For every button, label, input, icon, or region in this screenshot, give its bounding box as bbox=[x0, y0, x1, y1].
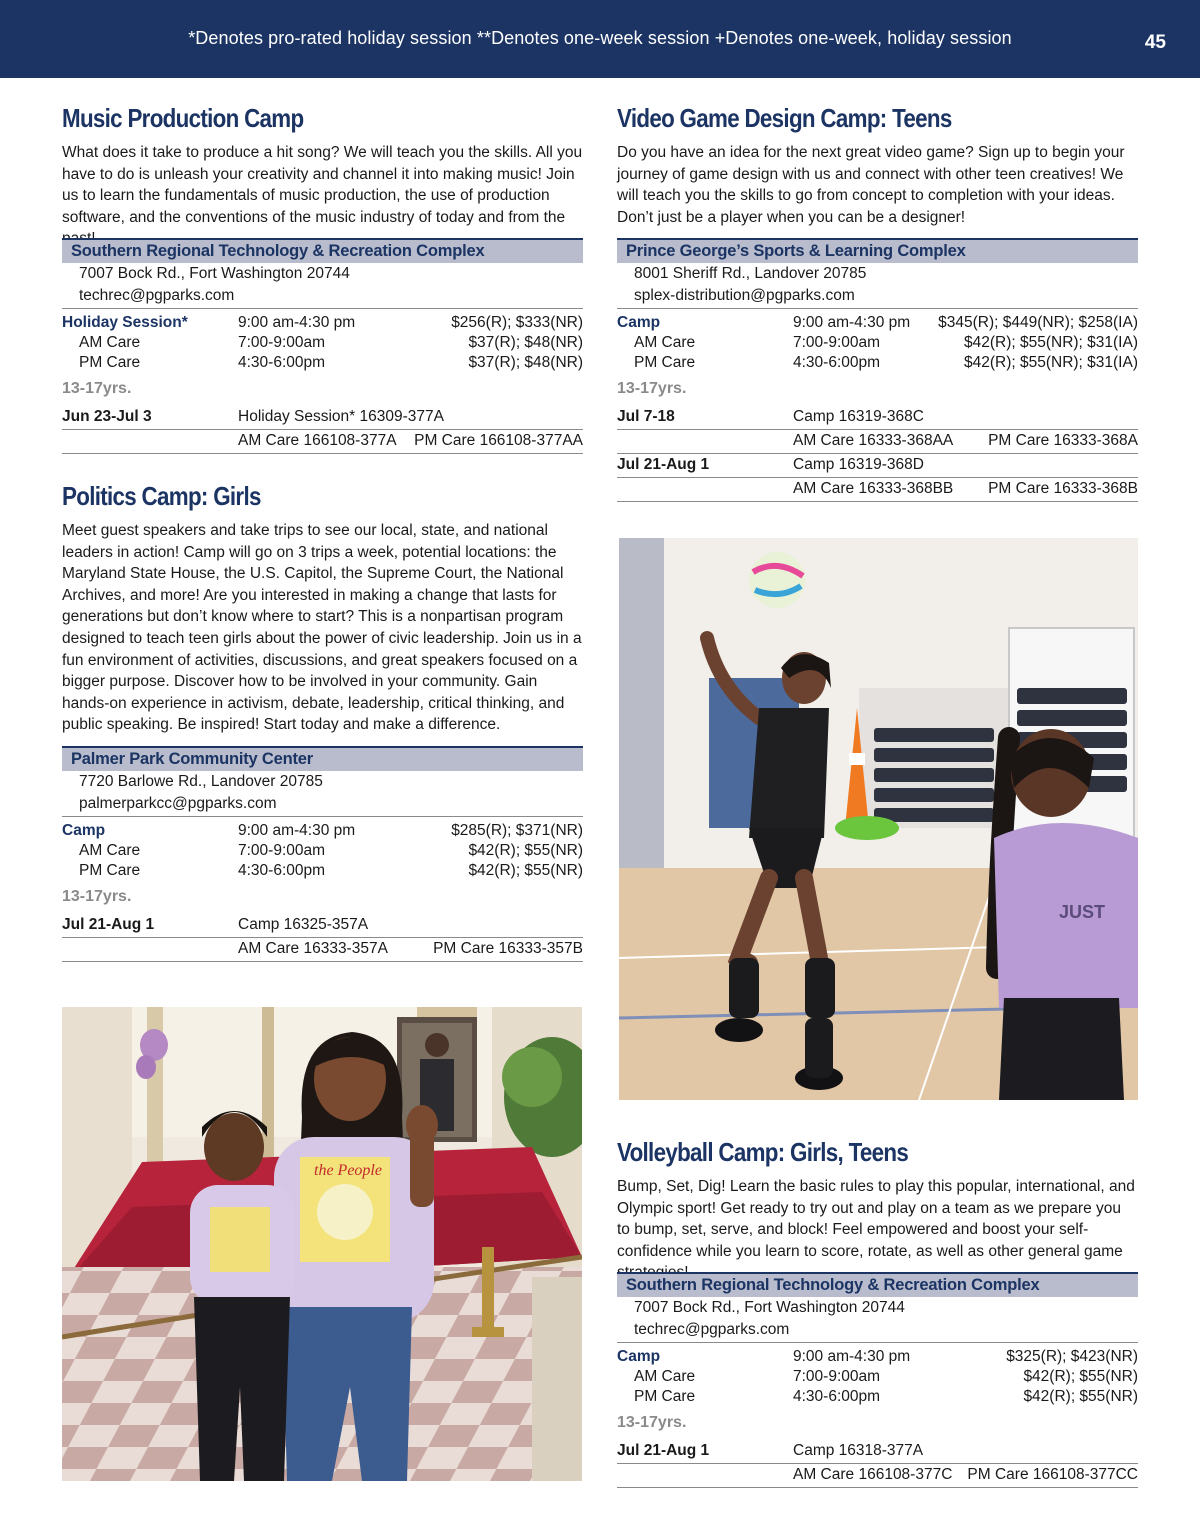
shirt-slogan-text: the People bbox=[314, 1162, 382, 1179]
course-code: AM Care 16333-357A bbox=[238, 940, 388, 957]
location-email[interactable]: techrec@pgparks.com bbox=[79, 286, 235, 304]
schedule-time: 4:30-6:00pm bbox=[793, 1388, 881, 1405]
location-address: 7007 Bock Rd., Fort Washington 20744 bbox=[634, 1299, 905, 1316]
left-column bbox=[62, 0, 583, 1535]
location-address: 7720 Barlowe Rd., Landover 20785 bbox=[79, 773, 323, 790]
schedule-fee: $42(R); $55(NR) bbox=[1023, 1368, 1138, 1385]
politics-schedule bbox=[62, 821, 583, 881]
music-production-description: What does it take to produce a hit song? We will teach you the skills. All you have to do is unleash your creativity and channel it into making music! Join us to learn the fundamentals of music production, the use of production software, and the conventions of the music industry of today and from the bbox=[62, 144, 583, 226]
location-divider bbox=[617, 1342, 1138, 1343]
location-address: 8001 Sheriff Rd., Landover 20785 bbox=[634, 265, 867, 282]
schedule-label: AM Care bbox=[79, 842, 141, 859]
volleyball-camp-title: Volleyball Camp: Girls, Teens bbox=[617, 1137, 909, 1167]
schedule-row bbox=[62, 353, 583, 373]
schedule-row bbox=[617, 1367, 1138, 1387]
volleyball-photo bbox=[619, 538, 1138, 1100]
course-code-row bbox=[617, 1463, 1138, 1488]
location-header-bar bbox=[617, 238, 1138, 263]
location-name: Palmer Park Community Center bbox=[71, 750, 313, 768]
video-schedule bbox=[617, 313, 1138, 373]
course-code: Camp 16318-377A bbox=[793, 1442, 924, 1459]
schedule-label: PM Care bbox=[634, 354, 696, 371]
schedule-label: Camp bbox=[617, 1348, 661, 1365]
volleyball-schedule bbox=[617, 1347, 1138, 1407]
session-dates: Jul 21-Aug 1 bbox=[62, 916, 155, 933]
schedule-row bbox=[62, 861, 583, 881]
page-number: 45 bbox=[1144, 32, 1166, 53]
schedule-label: AM Care bbox=[634, 1368, 696, 1385]
schedule-row bbox=[62, 821, 583, 841]
course-code: PM Care 16333-357B bbox=[433, 940, 583, 957]
schedule-fee: $285(R); $371(NR) bbox=[451, 822, 583, 839]
course-code-row bbox=[617, 1439, 1138, 1464]
session-legend: *Denotes pro-rated holiday session **Denotes one-week session +Denotes one-week, holiday session bbox=[188, 28, 1012, 48]
schedule-label: AM Care bbox=[79, 334, 141, 351]
age-range: 13-17yrs. bbox=[62, 380, 132, 397]
schedule-time: 7:00-9:00am bbox=[238, 334, 326, 351]
schedule-fee: $37(R); $48(NR) bbox=[468, 354, 583, 371]
schedule-time: 9:00 am-4:30 pm bbox=[238, 822, 356, 839]
course-code: AM Care 16333-368AA bbox=[793, 432, 954, 449]
schedule-row bbox=[62, 841, 583, 861]
location-email[interactable]: palmerparkcc@pgparks.com bbox=[79, 794, 277, 812]
course-code: Camp 16319-368D bbox=[793, 456, 924, 473]
politics-camp-description: Meet guest speakers and take trips to see our local, state, and national leaders in action! Camp will go on 3 trips a week, potential locations: the Maryland State House, the U.S. Capitol, the Supreme Court, the National Archives, and more! Are you interested in making a change that lasts for generations but don’t know where to start? This is a nonpartisan program designed to teach teen girls about the power of civic leadership. Join us in a fun environment of activities, discussions, and great speakers focused on a bigger purpose. Discover how to be involved in your community. Gain hands-on experience in activism, debate, leadership, critical thinking, and public speaking. Be inspired! Start today and make a difference. bbox=[62, 522, 582, 734]
volleyball-camp-description: Bump, Set, Dig! Learn the basic rules to play this popular, international, and Olympic sport! Get ready to try out and play on a team as we prepare you to bump, set, serve, and block! Feel empowered and boost your self-confidence while you learn to score, rotate, as well as other general game bbox=[617, 1178, 1135, 1260]
schedule-row bbox=[62, 333, 583, 353]
course-code: AM Care 166108-377C bbox=[793, 1466, 953, 1483]
location-divider bbox=[62, 308, 583, 309]
schedule-label: Camp bbox=[617, 314, 661, 331]
schedule-fee: $42(R); $55(NR) bbox=[468, 862, 583, 879]
schedule-fee: $42(R); $55(NR); $31(IA) bbox=[963, 354, 1138, 371]
course-code: PM Care 16333-368B bbox=[988, 480, 1138, 497]
course-code-row bbox=[617, 477, 1138, 502]
schedule-row bbox=[617, 353, 1138, 373]
schedule-fee: $256(R); $333(NR) bbox=[451, 314, 583, 331]
volleyball-location-block bbox=[617, 1272, 1138, 1343]
schedule-label: PM Care bbox=[634, 1388, 696, 1405]
location-email[interactable]: splex-distribution@pgparks.com bbox=[634, 286, 855, 304]
location-name: Southern Regional Technology & Recreation Complex bbox=[626, 1276, 1040, 1294]
girls-photo-illustration bbox=[62, 1007, 582, 1481]
location-header-bar bbox=[62, 238, 583, 263]
schedule-label: PM Care bbox=[79, 862, 141, 879]
politics-camp-title: Politics Camp: Girls bbox=[62, 481, 261, 511]
schedule-time: 9:00 am-4:30 pm bbox=[793, 1348, 911, 1365]
location-email[interactable]: techrec@pgparks.com bbox=[634, 1320, 790, 1338]
session-dates: Jun 23-Jul 3 bbox=[62, 408, 152, 425]
age-range: 13-17yrs. bbox=[617, 380, 687, 397]
course-code: Camp 16325-357A bbox=[238, 916, 369, 933]
girls-photo bbox=[62, 1007, 582, 1481]
schedule-row bbox=[617, 333, 1138, 353]
course-code: Holiday Session* 16309-377A bbox=[238, 408, 444, 425]
schedule-row bbox=[62, 313, 583, 333]
schedule-row bbox=[617, 1387, 1138, 1407]
schedule-fee: $345(R); $449(NR); $258(IA) bbox=[938, 314, 1138, 331]
shirt-logo-text: JUST bbox=[1059, 902, 1106, 922]
schedule-time: 4:30-6:00pm bbox=[793, 354, 881, 371]
schedule-fee: $42(R); $55(NR) bbox=[468, 842, 583, 859]
location-name: Southern Regional Technology & Recreation Complex bbox=[71, 242, 485, 260]
music-location-block bbox=[62, 238, 583, 309]
schedule-fee: $42(R); $55(NR); $31(IA) bbox=[963, 334, 1138, 351]
session-dates: Jul 21-Aug 1 bbox=[617, 456, 710, 473]
schedule-label: Camp bbox=[62, 822, 106, 839]
course-code-row bbox=[62, 913, 583, 938]
location-header-bar bbox=[62, 746, 583, 771]
course-code-row bbox=[62, 937, 583, 962]
volleyball-photo-illustration bbox=[619, 538, 1138, 1100]
age-range: 13-17yrs. bbox=[617, 1414, 687, 1431]
schedule-label: Holiday Session* bbox=[62, 314, 188, 331]
schedule-time: 9:00 am-4:30 pm bbox=[793, 314, 911, 331]
politics-location-block bbox=[62, 746, 583, 817]
course-code-row bbox=[617, 405, 1138, 430]
course-code: PM Care 16333-368A bbox=[988, 432, 1138, 449]
video-game-title: Video Game Design Camp: Teens bbox=[617, 103, 952, 133]
location-header-bar bbox=[617, 1272, 1138, 1297]
location-name: Prince George’s Sports & Learning Complex bbox=[626, 242, 966, 260]
course-code: AM Care 166108-377A bbox=[238, 432, 397, 449]
video-game-description: Do you have an idea for the next great video game? Sign up to begin your journey of game design with us and connect with other teen creatives! We will teach you the skills to go from concept to completion with your ideas. Don’t just be a player when you can be a designer! bbox=[617, 144, 1125, 226]
course-code-row bbox=[62, 405, 583, 430]
schedule-fee: $42(R); $55(NR) bbox=[1023, 1388, 1138, 1405]
course-code-row bbox=[62, 429, 583, 454]
course-code-row bbox=[617, 453, 1138, 478]
schedule-time: 4:30-6:00pm bbox=[238, 862, 326, 879]
schedule-fee: $325(R); $423(NR) bbox=[1006, 1348, 1138, 1365]
schedule-fee: $37(R); $48(NR) bbox=[468, 334, 583, 351]
schedule-row bbox=[617, 1347, 1138, 1367]
location-address: 7007 Bock Rd., Fort Washington 20744 bbox=[79, 265, 350, 282]
session-dates: Jul 7-18 bbox=[617, 408, 675, 425]
music-schedule bbox=[62, 313, 583, 373]
schedule-time: 9:00 am-4:30 pm bbox=[238, 314, 356, 331]
schedule-row bbox=[617, 313, 1138, 333]
location-divider bbox=[617, 308, 1138, 309]
music-production-title: Music Production Camp bbox=[62, 103, 304, 133]
schedule-label: PM Care bbox=[79, 354, 141, 371]
course-code: Camp 16319-368C bbox=[793, 408, 924, 425]
schedule-time: 4:30-6:00pm bbox=[238, 354, 326, 371]
right-column bbox=[617, 0, 1138, 1535]
course-code: AM Care 16333-368BB bbox=[793, 480, 954, 497]
session-dates: Jul 21-Aug 1 bbox=[617, 1442, 710, 1459]
course-code-row bbox=[617, 429, 1138, 454]
age-range: 13-17yrs. bbox=[62, 888, 132, 905]
video-location-block bbox=[617, 238, 1138, 309]
schedule-time: 7:00-9:00am bbox=[793, 1368, 881, 1385]
location-divider bbox=[62, 816, 583, 817]
course-code: PM Care 166108-377AA bbox=[414, 432, 583, 449]
schedule-time: 7:00-9:00am bbox=[238, 842, 326, 859]
schedule-time: 7:00-9:00am bbox=[793, 334, 881, 351]
schedule-label: AM Care bbox=[634, 334, 696, 351]
course-code: PM Care 166108-377CC bbox=[967, 1466, 1138, 1483]
